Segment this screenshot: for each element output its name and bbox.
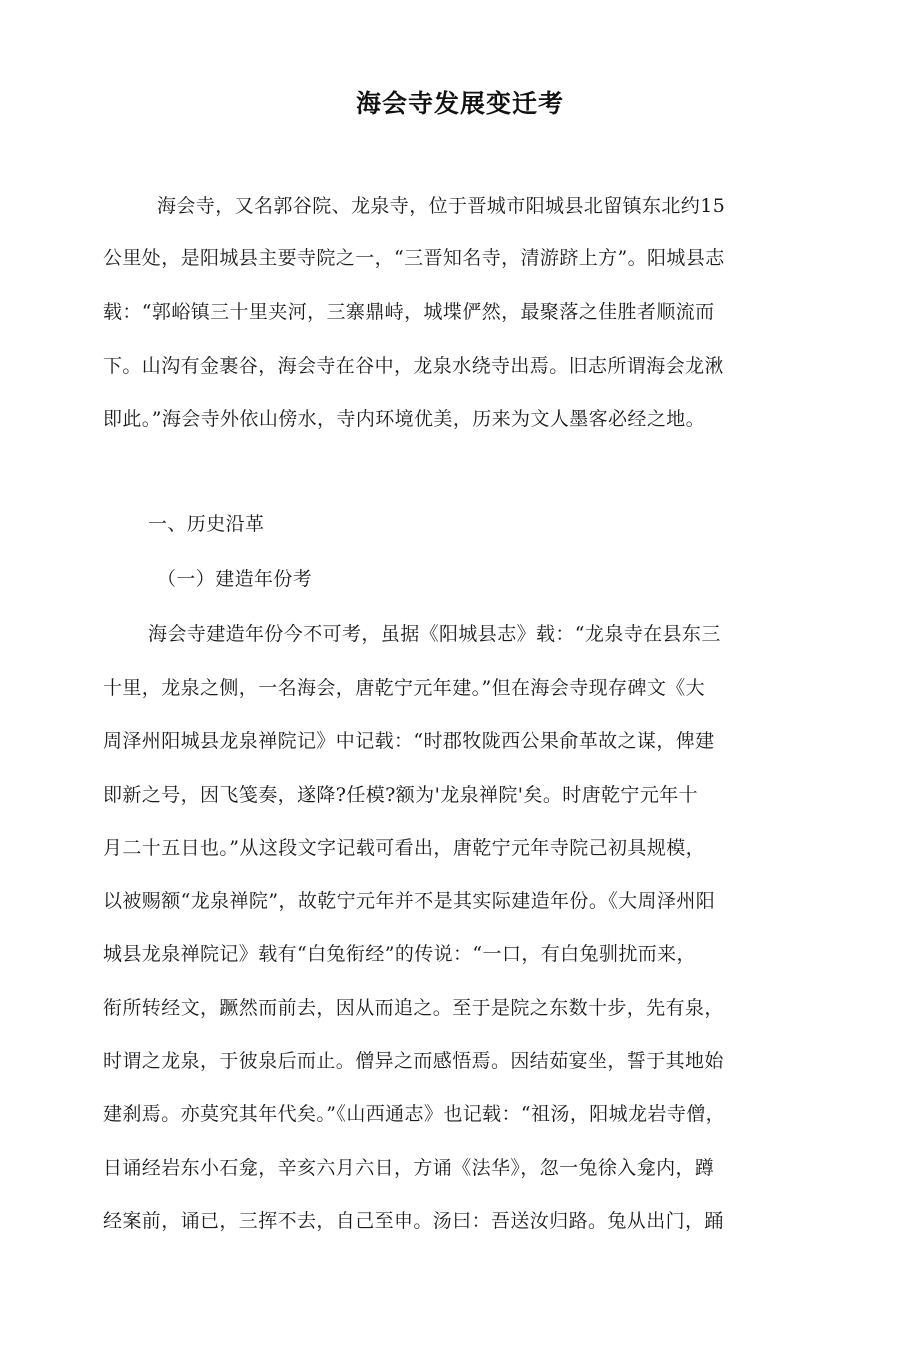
section-heading: 一、历史沿革 bbox=[148, 513, 265, 535]
intro-line: 海会寺，又名郭谷院、龙泉寺，位于晋城市阳城县北留镇东北约15 bbox=[157, 195, 726, 217]
intro-line: 载：“郭峪镇三十里夹河，三寨鼎峙，城堞俨然，最聚落之佳胜者顺流而 bbox=[103, 301, 715, 323]
document-title: 海会寺发展变迁考 bbox=[355, 89, 564, 118]
body-line: 即新之号，因飞笺奏，遂降?任模?额为'龙泉禅院'矣。时唐乾宁元年十 bbox=[103, 784, 699, 806]
body-line: 月二十五日也。”从这段文字记载可看出，唐乾宁元年寺院己初具规模， bbox=[103, 837, 706, 859]
body-line: 经案前，诵已，三挥不去，自己至申。汤曰：吾送汝归路。兔从出门，踊 bbox=[103, 1210, 724, 1232]
body-line: 以被赐额“龙泉禅院”，故乾宁元年并不是其实际建造年份。《大周泽州阳 bbox=[103, 890, 716, 912]
body-line: 建刹焉。亦莫究其年代矣。”《山西通志》也记载：“祖汤，阳城龙岩寺僧， bbox=[103, 1103, 726, 1125]
intro-line: 即此。”海会寺外依山傍水，寺内环境优美，历来为文人墨客必经之地。 bbox=[103, 408, 706, 430]
intro-line: 公里处，是阳城县主要寺院之一，“三晋知名寺，清游跻上方”。阳城县志 bbox=[103, 247, 725, 269]
body-line: 周泽州阳城县龙泉禅院记》中记载：“时郡牧陇西公果俞革故之谋，俾建 bbox=[103, 730, 715, 752]
intro-line: 下。山沟有金裹谷，海会寺在谷中，龙泉水绕寺出焉。旧志所谓海会龙湫 bbox=[103, 355, 724, 377]
body-line: 十里，龙泉之侧，一名海会，唐乾宁元年建。”但在海会寺现存碑文《大 bbox=[103, 677, 706, 699]
body-line: 海会寺建造年份今不可考，虽据《阳城县志》载：“龙泉寺在县东三 bbox=[148, 623, 721, 645]
body-line: 衔所转经文，蹶然而前去，因从而追之。至于是院之东数十步，先有泉， bbox=[103, 997, 724, 1019]
subsection-heading: （一）建造年份考 bbox=[157, 568, 313, 590]
body-line: 城县龙泉禅院记》载有“白兔衔经”的传说：“一口，有白兔驯扰而来， bbox=[103, 943, 696, 965]
body-line: 时谓之龙泉，于彼泉后而止。僧异之而感悟焉。因结茹宴坐，誓于其地始 bbox=[103, 1050, 724, 1072]
body-line: 日诵经岩东小石龛，辛亥六月六日，方诵《法华》，忽一兔徐入龛内，蹲 bbox=[103, 1157, 715, 1179]
